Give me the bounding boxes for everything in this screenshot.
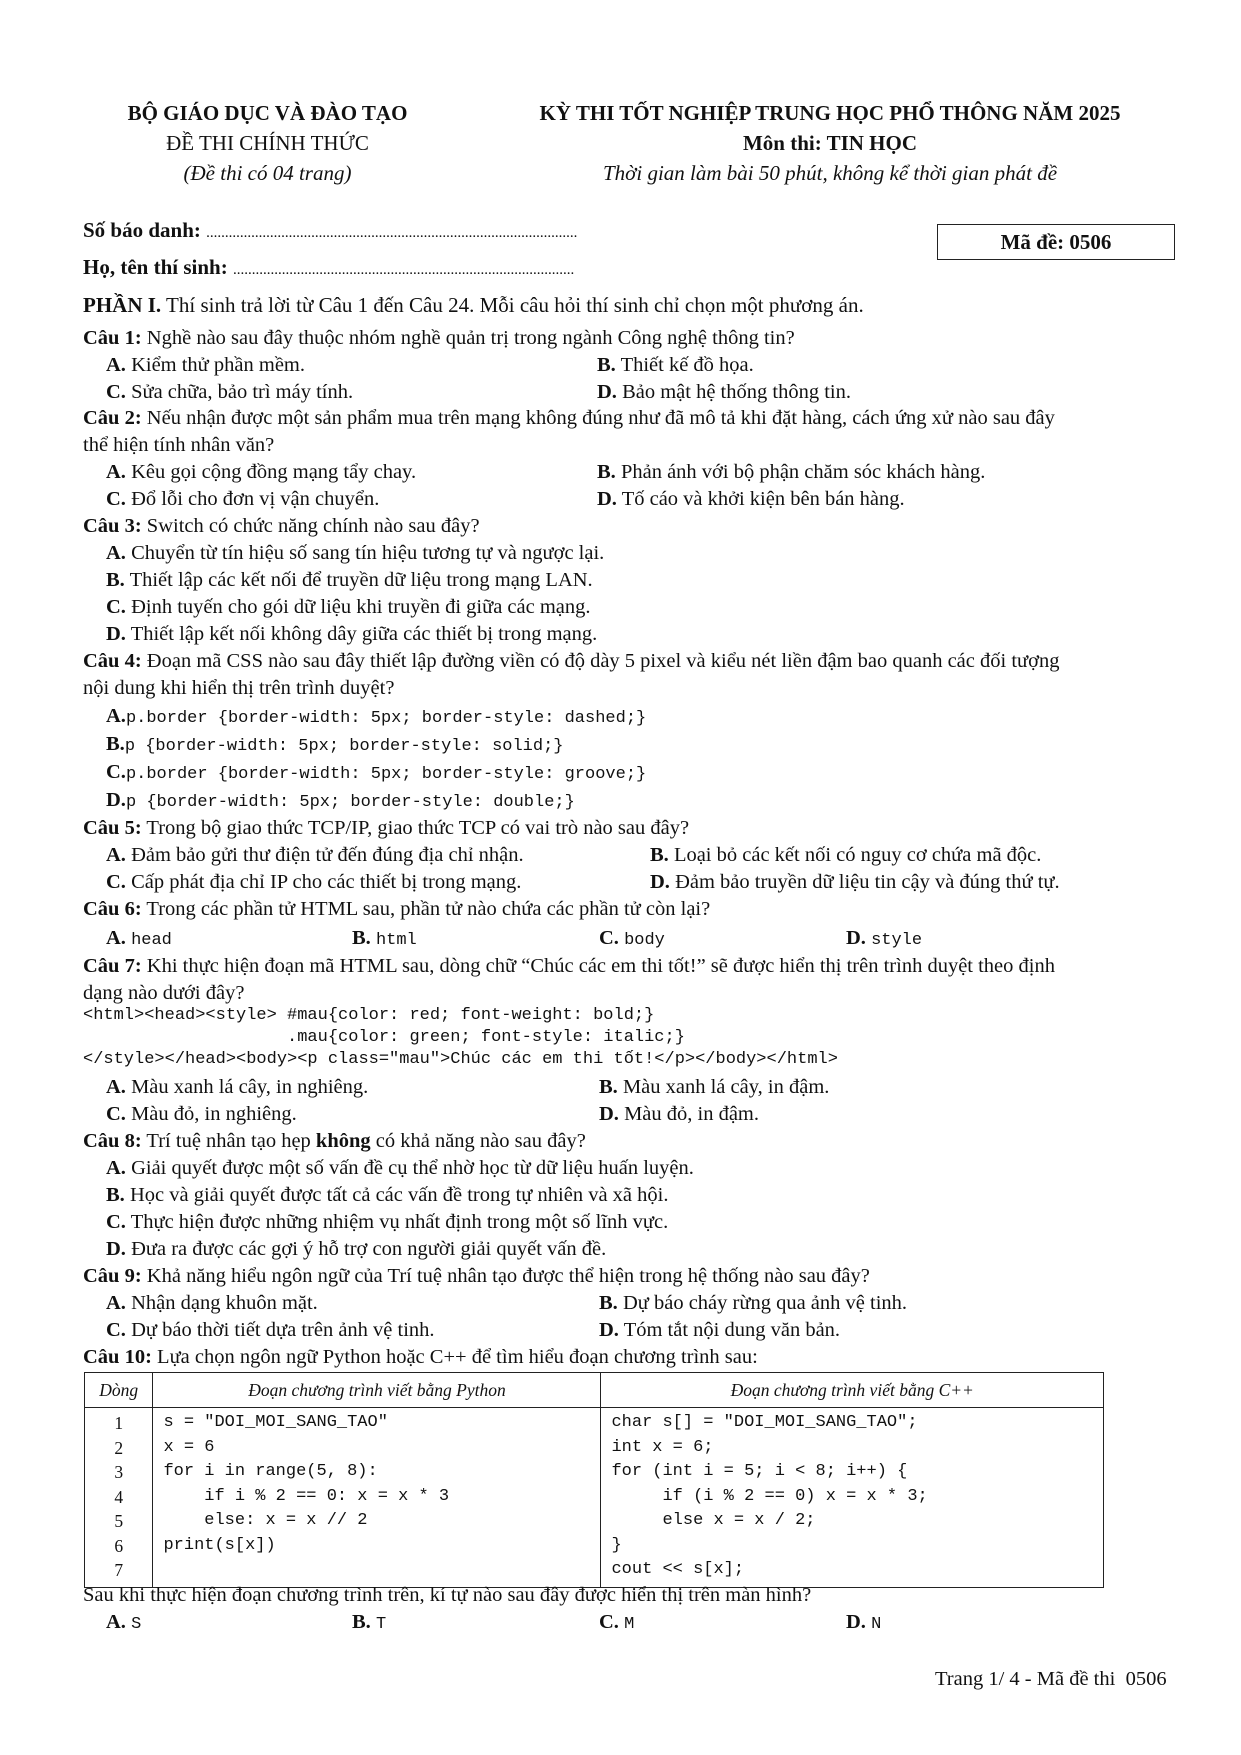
code-table-body-row: [85, 1408, 1104, 1588]
q4-option-a: A.p.border {border-width: 5px; border-style: dashed;}: [106, 705, 647, 728]
th-cpp: Đoạn chương trình viết bằng C++: [601, 1373, 1104, 1408]
q10-option-d: D. N: [846, 1611, 882, 1634]
sbd-label: Số báo danh:: [83, 218, 201, 242]
name-line: [83, 255, 574, 280]
q10-text: Lựa chọn ngôn ngữ Python hoặc C++ để tìm hiểu đoạn chương trình sau:: [151, 1346, 758, 1368]
q2-number: Câu 2:: [83, 407, 142, 429]
part1-label: PHẦN I.: [83, 293, 162, 317]
q8-option-b: B. Học và giải quyết được tất cả các vấn đề trong tự nhiên và xã hội.: [106, 1184, 669, 1206]
q6-text: Trong các phần tử HTML sau, phần tử nào chứa các phần tử còn lại?: [141, 898, 711, 920]
q4-stem-cont: nội dung khi hiển thị trên trình duyệt?: [83, 677, 395, 699]
q6-option-c: C. body: [599, 927, 665, 950]
q10-option-b: B. T: [352, 1611, 387, 1634]
q9-number: Câu 9:: [83, 1265, 142, 1287]
line-numbers: 1 2 3 4 5 6 7: [114, 1413, 124, 1580]
q5-option-c: C. Cấp phát địa chỉ IP cho các thiết bị trong mạng.: [106, 871, 522, 893]
pages-note: (Đề thi có 04 trang): [183, 161, 352, 185]
ministry-name: BỘ GIÁO DỤC VÀ ĐÀO TẠO: [127, 101, 408, 125]
q10-option-c: C. M: [599, 1611, 635, 1634]
q7-option-d: D. Màu đỏ, in đậm.: [599, 1103, 760, 1125]
q3-stem: [83, 513, 480, 539]
q5-text: Trong bộ giao thức TCP/IP, giao thức TCP có vai trò nào sau đây?: [141, 817, 690, 839]
q5-option-d: D. Đảm bảo truyền dữ liệu tin cậy và đúng thứ tự.: [650, 871, 1060, 893]
q8-option-c: C. Thực hiện được những nhiệm vụ nhất định trong một số lĩnh vực.: [106, 1211, 669, 1233]
page-footer: Trang 1/ 4 - Mã đề thi 0506: [935, 1668, 1167, 1690]
q7-option-a: A. Màu xanh lá cây, in nghiêng.: [106, 1076, 369, 1098]
q4-option-c: C.p.border {border-width: 5px; border-style: groove;}: [106, 761, 647, 784]
q8-option-d: D. Đưa ra được các gợi ý hỗ trợ con người giải quyết vấn đề.: [106, 1238, 607, 1260]
q7-number: Câu 7:: [83, 955, 142, 977]
q8-emphasis: không: [315, 1130, 371, 1152]
code-table-header-row: [85, 1373, 1104, 1408]
q3-text: Switch có chức năng chính nào sau đây?: [141, 515, 480, 537]
name-dots: ...........................................................................................: [232, 262, 575, 278]
q1-option-a: A. Kiểm thử phần mềm.: [106, 354, 306, 376]
q6-number: Câu 6:: [83, 898, 142, 920]
q7-stem: [83, 953, 1055, 979]
q2-option-b: B. Phản ánh với bộ phận chăm sóc khách hàng.: [597, 461, 986, 483]
q9-option-d: D. Tóm tắt nội dung văn bản.: [599, 1319, 841, 1341]
q4-stem: [83, 648, 1059, 674]
q1-option-d: D. Bảo mật hệ thống thông tin.: [597, 381, 851, 403]
python-code: s = "DOI_MOI_SANG_TAO" x = 6 for i in range(5, 8): if i % 2 == 0: x = x * 3 else: x = x // 2 print(s[x]): [163, 1413, 450, 1555]
q7-code-line-3: </style></head><body><p class="mau">Chúc các em thi tốt!</p></body></html>: [83, 1050, 838, 1069]
q1-option-c: C. Sửa chữa, bảo trì máy tính.: [106, 381, 354, 403]
q10-number: Câu 10:: [83, 1346, 152, 1368]
q10-stem: [83, 1344, 758, 1370]
q2-option-c: C. Đổ lỗi cho đơn vị vận chuyển.: [106, 488, 380, 510]
cpp-code: char s[] = "DOI_MOI_SANG_TAO"; int x = 6; for (int i = 5; i < 8; i++) { if (i % 2 == 0) x = x * 3; else x = x / 2; } cout << s[x];: [611, 1413, 928, 1579]
q8-stem: Câu 8: Trí tuệ nhân tạo hẹp không có khả năng nào sau đây?: [83, 1130, 586, 1152]
q7-text: Khi thực hiện đoạn mã HTML sau, dòng chữ “Chúc các em thi tốt!” sẽ được hiển thị trên trình duyệt theo định: [141, 955, 1055, 977]
part1-text: Thí sinh trả lời từ Câu 1 đến Câu 24. Mỗi câu hỏi thí sinh chỉ chọn một phương án.: [161, 293, 864, 317]
q9-option-a: A. Nhận dạng khuôn mặt.: [106, 1292, 318, 1314]
sbd-dots: ...................................................................................................: [206, 225, 578, 241]
q3-option-b: B. Thiết lập các kết nối để truyền dữ liệu trong mạng LAN.: [106, 569, 593, 591]
q7-option-b: B. Màu xanh lá cây, in đậm.: [599, 1076, 830, 1098]
q6-option-b: B. html: [352, 927, 417, 950]
q9-text: Khả năng hiểu ngôn ngữ của Trí tuệ nhân tạo được thể hiện trong hệ thống nào sau đây?: [141, 1265, 870, 1287]
q1-text: Nghề nào sau đây thuộc nhóm nghề quản trị trong ngành Công nghệ thông tin?: [141, 327, 795, 349]
q4-option-d: D.p {border-width: 5px; border-style: double;}: [106, 789, 575, 812]
name-label: Họ, tên thí sinh:: [83, 255, 228, 279]
q8-number: Câu 8:: [83, 1130, 142, 1152]
q7-stem-cont: dạng nào dưới đây?: [83, 982, 245, 1004]
part1-heading: [83, 292, 864, 318]
q9-option-b: B. Dự báo cháy rừng qua ảnh vệ tinh.: [599, 1292, 908, 1314]
q10-code-table: [84, 1372, 1104, 1588]
q3-option-a: A. Chuyển từ tín hiệu số sang tín hiệu tương tự và ngược lại.: [106, 542, 605, 564]
q1-number: Câu 1:: [83, 327, 142, 349]
q2-option-d: D. Tố cáo và khởi kiện bên bán hàng.: [597, 488, 905, 510]
time-note: Thời gian làm bài 50 phút, không kể thời gian phát đề: [602, 161, 1058, 185]
q4-number: Câu 4:: [83, 650, 142, 672]
official-label: ĐỀ THI CHÍNH THỨC: [166, 131, 369, 155]
q5-stem: [83, 815, 689, 841]
q7-code-line-2: .mau{color: green; font-style: italic;}: [83, 1028, 685, 1047]
q10-option-a: A. S: [106, 1611, 142, 1634]
th-line: Dòng: [85, 1373, 153, 1408]
q6-option-a: A. head: [106, 927, 172, 950]
q3-option-d: D. Thiết lập kết nối không dây giữa các thiết bị trong mạng.: [106, 623, 598, 645]
q2-stem-cont: thể hiện tính nhân văn?: [83, 434, 275, 456]
exam-title: KỲ THI TỐT NGHIỆP TRUNG HỌC PHỔ THÔNG NĂM 2025: [539, 101, 1121, 125]
q4-text: Đoạn mã CSS nào sau đây thiết lập đường viền có độ dày 5 pixel và kiểu nét liền đậm bao quanh các đối tượng: [141, 650, 1060, 672]
sbd-line: [83, 218, 577, 243]
q4-option-b: B.p {border-width: 5px; border-style: solid;}: [106, 733, 564, 756]
q2-option-a: A. Kêu gọi cộng đồng mạng tẩy chay.: [106, 461, 417, 483]
q6-stem: [83, 896, 710, 922]
th-python: Đoạn chương trình viết bằng Python: [153, 1373, 601, 1408]
q1-stem: [83, 325, 795, 351]
q2-stem: [83, 405, 1055, 431]
q9-stem: [83, 1263, 870, 1289]
exam-code-box: Mã đề: 0506: [937, 224, 1175, 260]
q10-after-text: Sau khi thực hiện đoạn chương trình trên, kí tự nào sau đây được hiển thị trên màn hình?: [83, 1584, 812, 1606]
q7-option-c: C. Màu đỏ, in nghiêng.: [106, 1103, 297, 1125]
q1-option-b: B. Thiết kế đồ họa.: [597, 354, 754, 376]
q7-code-line-1: <html><head><style> #mau{color: red; font-weight: bold;}: [83, 1006, 655, 1025]
q3-option-c: C. Định tuyến cho gói dữ liệu khi truyền đi giữa các mạng.: [106, 596, 591, 618]
q2-text: Nếu nhận được một sản phẩm mua trên mạng không đúng như đã mô tả khi đặt hàng, cách ứng xử nào sau đây: [141, 407, 1055, 429]
q3-number: Câu 3:: [83, 515, 142, 537]
subject: Môn thi: TIN HỌC: [742, 131, 918, 155]
q9-option-c: C. Dự báo thời tiết dựa trên ảnh vệ tinh.: [106, 1319, 435, 1341]
q5-option-a: A. Đảm bảo gửi thư điện tử đến đúng địa chỉ nhận.: [106, 844, 524, 866]
q5-number: Câu 5:: [83, 817, 142, 839]
q5-option-b: B. Loại bỏ các kết nối có nguy cơ chứa mã độc.: [650, 844, 1042, 866]
q8-option-a: A. Giải quyết được một số vấn đề cụ thể nhờ học từ dữ liệu huấn luyện.: [106, 1157, 694, 1179]
q6-option-d: D. style: [846, 927, 923, 950]
